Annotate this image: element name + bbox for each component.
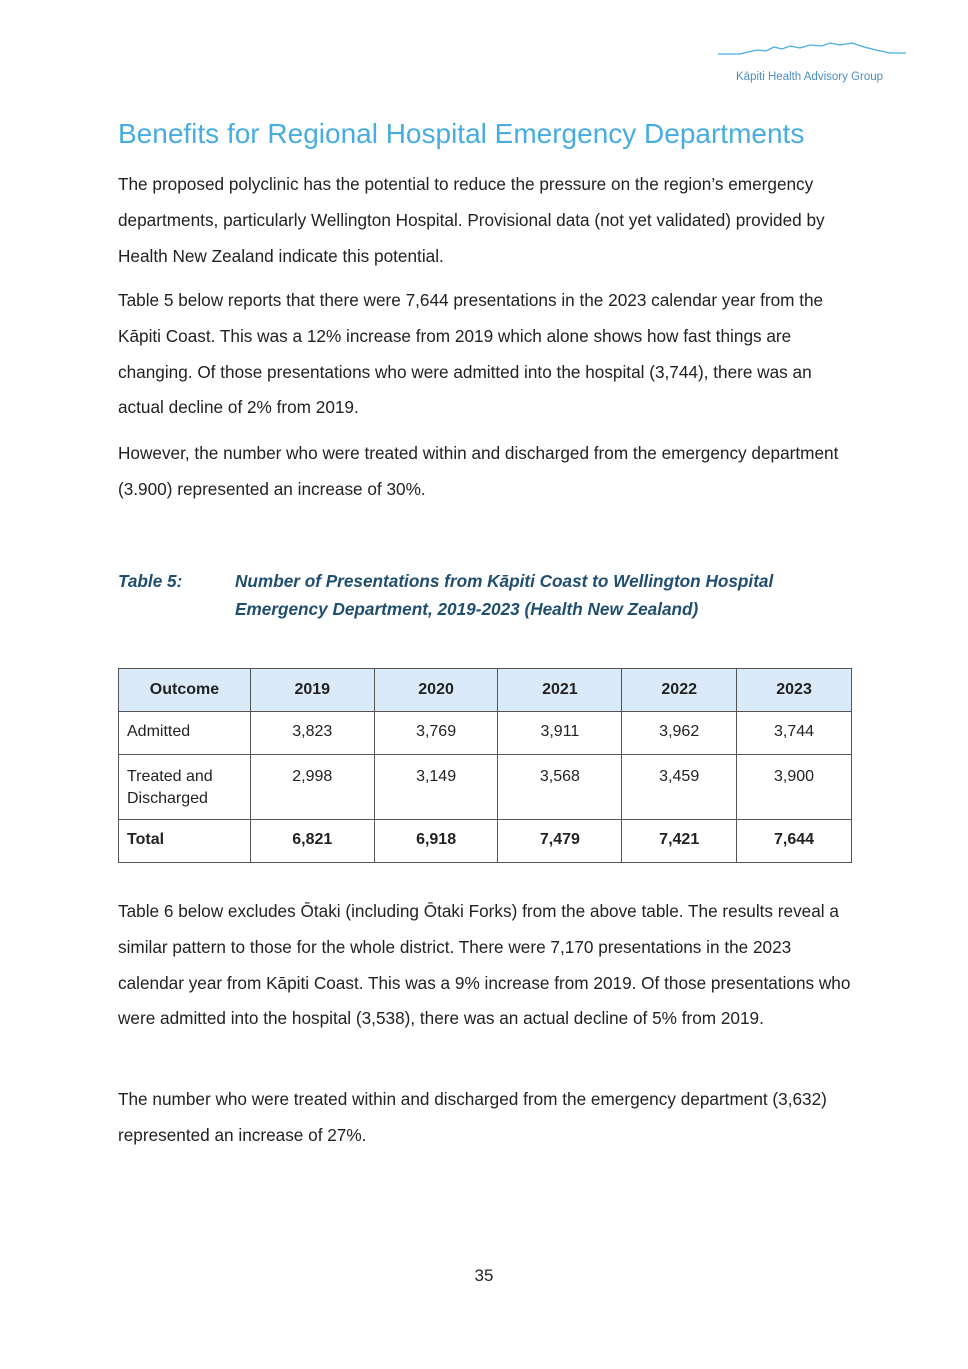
column-header-2019: 2019 [250,669,374,712]
table-cell: 3,900 [737,755,852,820]
paragraph-intro: The proposed polyclinic has the potential to reduce the pressure on the region’s emergency departments, particularly Wellington Hospital. Provisional data (not yet validated) provided by Health New Zealand indicate this potential. [118,174,825,266]
paragraph-table6-discharged: The number who were treated within and discharged from the emergency department (3,632) represented an increase of 27%. [118,1089,827,1145]
table-cell: 6,918 [374,820,498,863]
column-header-outcome: Outcome [119,669,251,712]
table-row [119,712,852,755]
mountain-line-icon [718,38,908,68]
column-header-2022: 2022 [622,669,737,712]
column-header-2021: 2021 [498,669,622,712]
paragraph-treated-discharged: However, the number who were treated within and discharged from the emergency department (3.900) represented an increase of 30%. [118,443,839,499]
table-cell: 7,644 [737,820,852,863]
table-cell: 3,823 [250,712,374,755]
paragraph-table5-summary: Table 5 below reports that there were 7,644 presentations in the 2023 calendar year from the Kāpiti Coast. This was a 12% increase from 2019 which alone shows how fast things are changing. Of those presentations who were admitted into the hospital (3,744), there was an actual decline of 2% from 2019. [118,290,824,418]
row-label-total: Total [119,820,251,863]
row-label-admitted: Admitted [119,712,251,755]
table-cell: 2,998 [250,755,374,820]
row-label-treated-discharged: Treated and Discharged [119,755,251,820]
table-cell: 6,821 [250,820,374,863]
page-title: Benefits for Regional Hospital Emergency Departments [118,118,805,149]
column-header-2023: 2023 [737,669,852,712]
table-caption-text: Number of Presentations from Kāpiti Coast to Wellington Hospital Emergency Department, 2019-2023 (Health New Zealand) [235,571,774,619]
paragraph-table6-summary: Table 6 below excludes Ōtaki (including Ōtaki Forks) from the above table. The results reveal a similar pattern to those for the whole district. There were 7,170 presentations in the 2023 calendar year from Kāpiti Coast. This was a 9% increase from 2019. Of those presentations who were admitted into the hospital (3,538), there was an actual decline of 5% from 2019. [118,901,851,1029]
logo-text: Kāpiti Health Advisory Group [736,71,884,83]
table-cell: 7,479 [498,820,622,863]
table-caption-label: Table 5: [118,571,183,591]
page-number: 35 [474,1266,494,1285]
table-cell: 7,421 [622,820,737,863]
table-row-total [119,820,852,863]
column-header-2020: 2020 [374,669,498,712]
header-logo [718,38,908,88]
presentations-table [118,668,852,863]
table-cell: 3,744 [737,712,852,755]
table-row [119,755,852,820]
table-cell: 3,568 [498,755,622,820]
table-cell: 3,911 [498,712,622,755]
table-header-row [119,669,852,712]
table-cell: 3,149 [374,755,498,820]
table-cell: 3,962 [622,712,737,755]
table-cell: 3,769 [374,712,498,755]
table-cell: 3,459 [622,755,737,820]
